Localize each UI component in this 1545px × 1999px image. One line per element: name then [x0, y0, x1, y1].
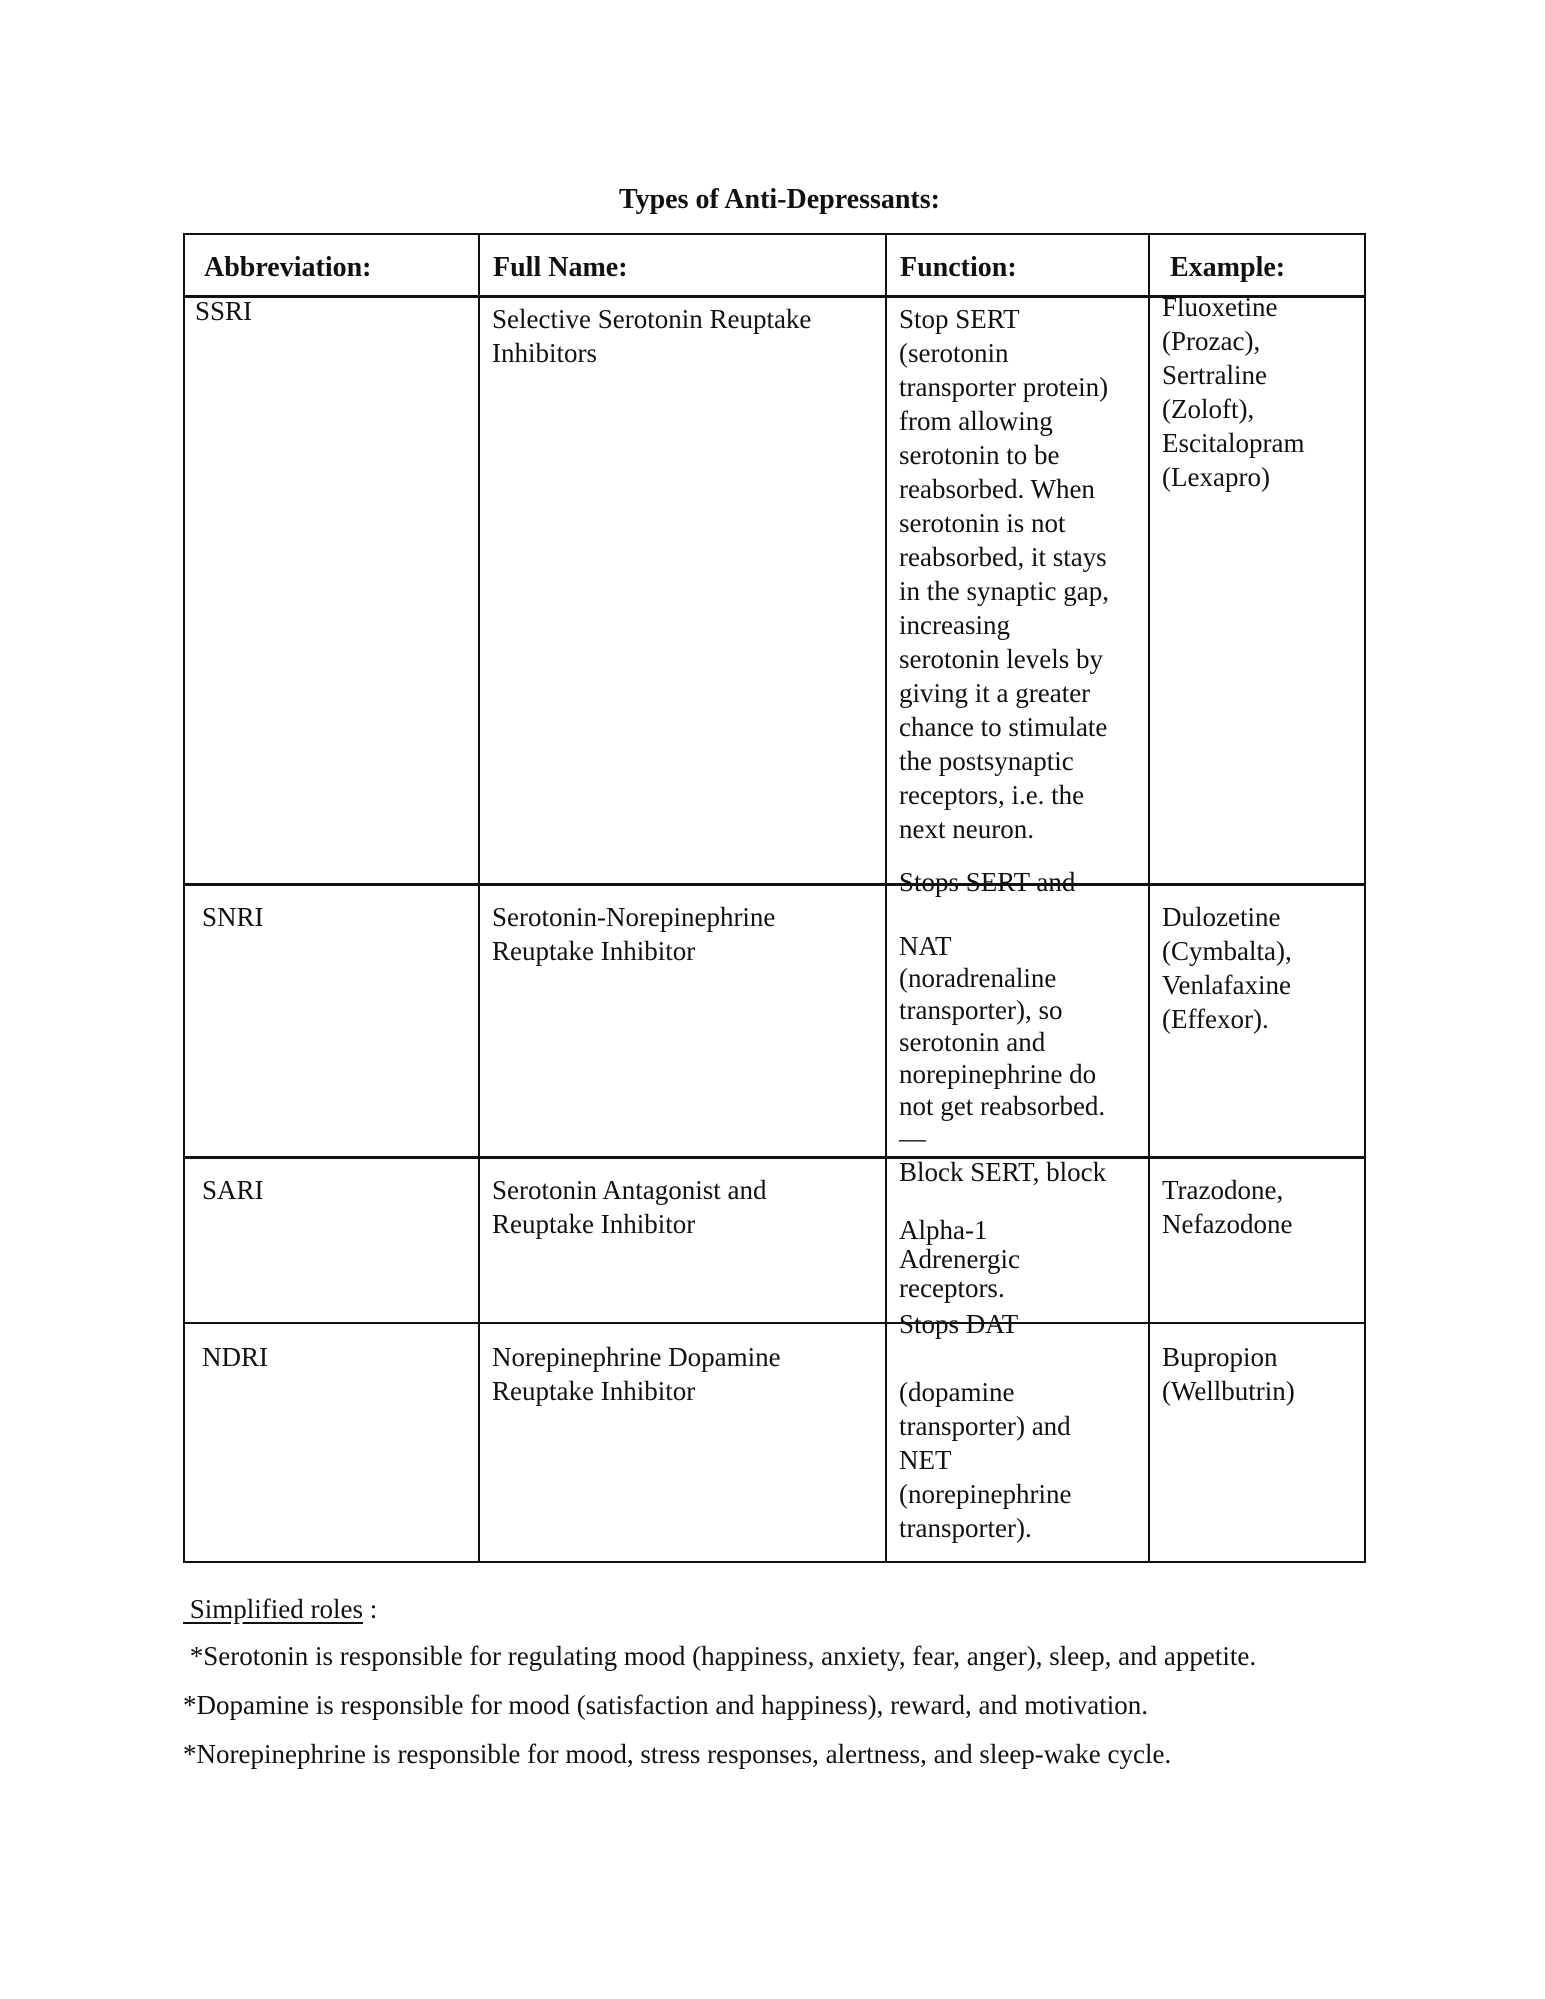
- cell-example: Dulozetine (Cymbalta), Venlafaxine (Effexor).: [1162, 902, 1292, 1034]
- header-example: Example:: [1170, 252, 1286, 283]
- column-divider: [1148, 234, 1150, 1563]
- cell-abbreviation: NDRI: [202, 1342, 268, 1372]
- table-border-bottom: [183, 1561, 1366, 1563]
- header-abbreviation: Abbreviation:: [204, 252, 372, 283]
- notes-heading: [183, 1594, 377, 1625]
- cell-full-name: Norepinephrine Dopamine Reuptake Inhibitor: [492, 1342, 781, 1406]
- cell-function: Block SERT, block Alpha-1 Adrenergic receptors.: [899, 1157, 1107, 1303]
- row-divider: [183, 1322, 1366, 1324]
- cell-example: Bupropion (Wellbutrin): [1162, 1342, 1295, 1406]
- cell-full-name: Serotonin Antagonist and Reuptake Inhibitor: [492, 1175, 767, 1239]
- notes-heading-colon: :: [362, 1594, 378, 1624]
- cell-example: Trazodone, Nefazodone: [1162, 1175, 1293, 1239]
- table-border-top: [183, 233, 1366, 235]
- row-divider: [183, 883, 1366, 886]
- cell-abbreviation: SARI: [202, 1175, 264, 1205]
- note-norepinephrine: *Norepinephrine is responsible for mood, stress responses, alertness, and sleep-wake cycle.: [183, 1739, 1172, 1769]
- document-title: Types of Anti-Depressants:: [619, 184, 940, 215]
- cell-abbreviation: SNRI: [202, 902, 264, 932]
- row-divider: [183, 1156, 1366, 1159]
- cell-example: Fluoxetine (Prozac), Sertraline (Zoloft), Escitalopram (Lexapro): [1162, 292, 1305, 492]
- cell-function: Stops DAT (dopamine transporter) and NET (norepinephrine transporter).: [899, 1309, 1072, 1543]
- cell-abbreviation: SSRI: [195, 296, 253, 326]
- cell-full-name: Serotonin-Norepinephrine Reuptake Inhibitor: [492, 902, 776, 966]
- cell-function: Stops SERT and NAT (noradrenaline transporter), so serotonin and norepinephrine do not get reabsorbed. —: [899, 867, 1106, 1153]
- cell-function: Stop SERT (serotonin transporter protein) from allowing serotonin to be reabsorbed. When serotonin is not reabsorbed, it stays in the synaptic gap, increasing serotonin levels by giving it a greater chance to stimulate the postsynaptic receptors, i.e. the next neuron.: [899, 304, 1109, 844]
- column-divider: [478, 234, 480, 1563]
- note-dopamine: *Dopamine is responsible for mood (satisfaction and happiness), reward, and motivation.: [183, 1690, 1149, 1720]
- header-function: Function:: [900, 252, 1017, 283]
- column-divider: [183, 234, 185, 1563]
- notes-heading-text: Simplified roles: [183, 1594, 363, 1624]
- column-divider: [1364, 234, 1366, 1563]
- header-full-name: Full Name:: [493, 252, 628, 283]
- note-serotonin: *Serotonin is responsible for regulating mood (happiness, anxiety, fear, anger), sleep, and appetite.: [183, 1641, 1257, 1671]
- column-divider: [885, 234, 887, 1563]
- cell-full-name: Selective Serotonin Reuptake Inhibitors: [492, 304, 812, 368]
